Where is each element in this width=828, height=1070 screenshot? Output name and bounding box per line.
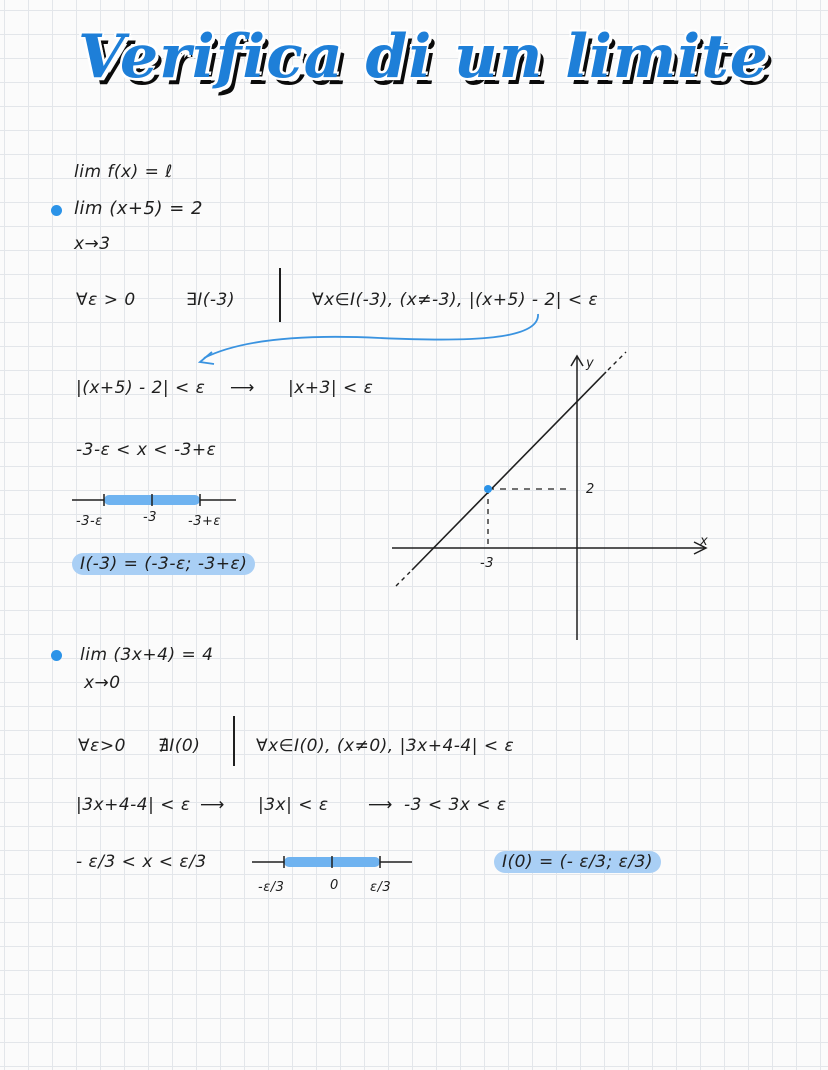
step2-b: |3x| < ε — [258, 795, 329, 815]
condition-1: ∀x∈I(-3), (x≠-3), |(x+5) - 2| < ε — [312, 290, 599, 310]
page-title: Verifica di un limite — [78, 22, 770, 92]
function-line-ext-low — [396, 572, 410, 586]
approach-1: x→3 — [74, 234, 111, 254]
step1-arrow: ⟶ — [230, 378, 255, 398]
forall-1: ∀ε > 0 — [76, 290, 136, 310]
tick-label-mid-1: -3 — [143, 510, 157, 525]
limit-1: lim (x+5) = 2 — [74, 198, 203, 219]
step2-a: |3x+4-4| < ε — [76, 795, 191, 815]
limit-2: lim (3x+4) = 4 — [80, 645, 214, 665]
result-2-highlight: I(0) = (- ε/3; ε/3) — [494, 851, 661, 873]
graph-point-x-label: -3 — [480, 556, 494, 571]
graph-y-label: y — [586, 356, 595, 371]
step1-left: |(x+5) - 2| < ε — [76, 378, 206, 398]
forall-2: ∀ε>0 — [78, 736, 126, 756]
tick-label-mid-2: 0 — [330, 878, 339, 893]
tick-label-right-2: ε/3 — [370, 880, 392, 895]
function-line-ext-high — [608, 352, 626, 370]
graph-point-y-label: 2 — [586, 482, 595, 497]
step1-right: |x+3| < ε — [288, 378, 374, 398]
step2-c: -3 < 3x < ε — [404, 795, 507, 815]
exists-2: ∄I(0) — [158, 736, 201, 756]
graph-point — [484, 485, 492, 493]
inequality-2: - ε/3 < x < ε/3 — [76, 852, 207, 872]
approach-2: x→0 — [84, 673, 121, 693]
condition-2: ∀x∈I(0), (x≠0), |3x+4-4| < ε — [256, 736, 515, 756]
curved-arrow — [204, 314, 538, 358]
tick-label-right-1: -3+ε — [188, 514, 221, 529]
tick-label-left-1: -3-ε — [76, 514, 103, 529]
result-1-highlight: I(-3) = (-3-ε; -3+ε) — [72, 553, 255, 575]
graph-x-label: x — [700, 534, 709, 549]
exists-1: ∃I(-3) — [186, 290, 235, 310]
inequality-1: -3-ε < x < -3+ε — [76, 440, 217, 460]
step2-arrow-a: ⟶ — [200, 795, 225, 815]
limit-definition: lim f(x) = ℓ — [74, 162, 173, 182]
tick-label-left-2: -ε/3 — [258, 880, 285, 895]
step2-arrow-b: ⟶ — [368, 795, 393, 815]
